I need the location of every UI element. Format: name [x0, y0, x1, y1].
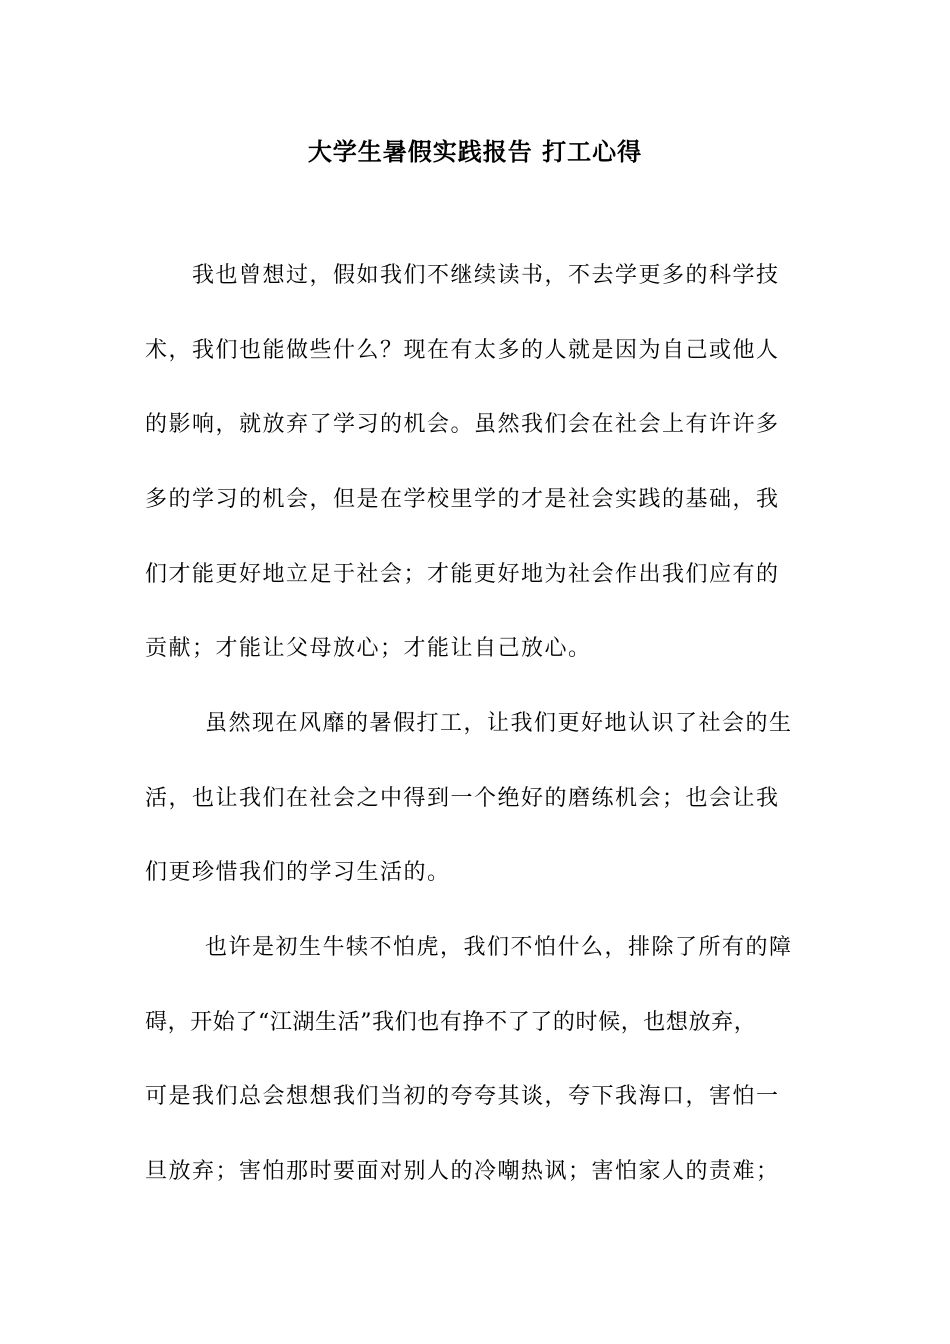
paragraph-1-line-4: 多的学习的机会，但是在学校里学的才是社会实践的基础，我 [145, 487, 780, 512]
paragraph-3-line-2: 碍，开始了“江湖生活”我们也有挣不了了的时候，也想放弃， [145, 1010, 757, 1035]
document-title: 大学生暑假实践报告 打工心得 [307, 137, 643, 166]
paragraph-3-line-3: 可是我们总会想想我们当初的夸夸其谈，夸下我海口，害怕一 [145, 1084, 780, 1109]
paragraph-2-line-2: 活，也让我们在社会之中得到一个绝好的磨练机会；也会让我 [145, 786, 780, 811]
paragraph-1-line-6: 贡献；才能让父母放心；才能让自己放心。 [145, 636, 592, 661]
paragraph-1-line-2: 术，我们也能做些什么？现在有太多的人就是因为自己或他人 [145, 338, 780, 363]
paragraph-1-line-1: 我也曾想过，假如我们不继续读书，不去学更多的科学技 [192, 263, 780, 288]
paragraph-3-line-1: 也许是初生牛犊不怕虎，我们不怕什么，排除了所有的障 [205, 935, 793, 960]
paragraph-2-line-1: 虽然现在风靡的暑假打工，让我们更好地认识了社会的生 [205, 711, 793, 736]
paragraph-3-line-4: 旦放弃；害怕那时要面对别人的冷嘲热讽；害怕家人的责难； [145, 1159, 780, 1184]
paragraph-1-line-5: 们才能更好地立足于社会；才能更好地为社会作出我们应有的 [145, 562, 780, 587]
paragraph-1-line-3: 的影响，就放弃了学习的机会。虽然我们会在社会上有许许多 [145, 412, 780, 437]
paragraph-2-line-3: 们更珍惜我们的学习生活的。 [145, 860, 451, 885]
